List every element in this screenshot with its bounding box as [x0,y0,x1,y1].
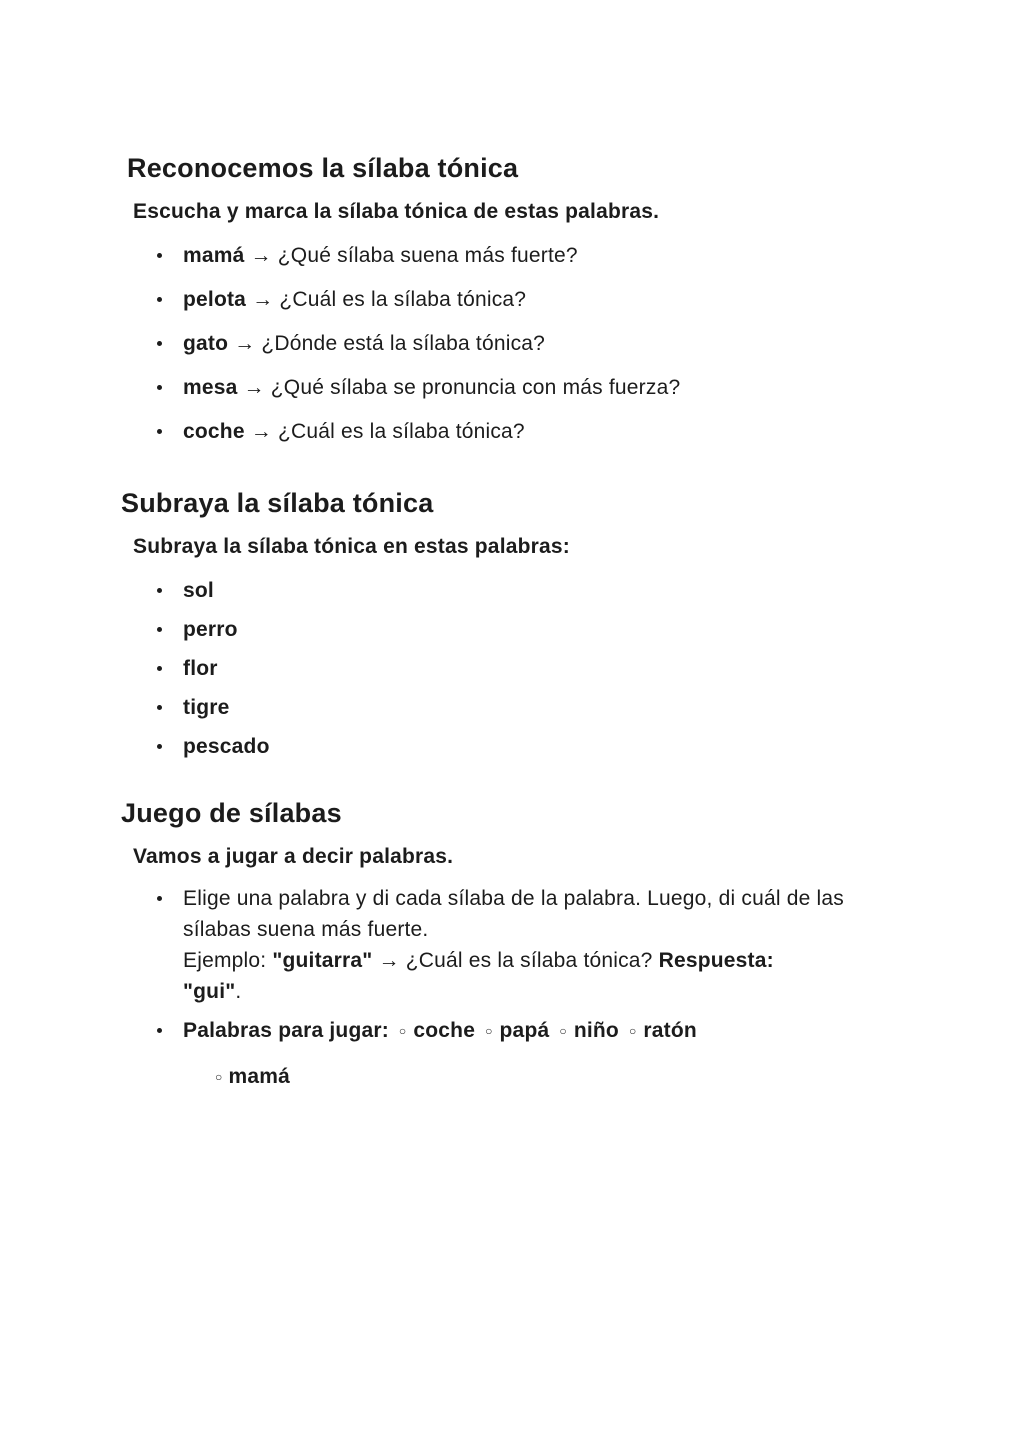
circle-bullet-icon: ○ [398,1024,407,1038]
section-heading: Subraya la sílaba tónica [121,488,434,518]
game-list [121,883,930,1092]
question-text: → ¿Cuál es la sílaba tónica? [246,288,527,311]
list-item [121,240,930,271]
section-reconocemos [121,152,930,447]
instruction-line: Elige una palabra y di cada sílaba de la palabra. Luego, di cuál de las [183,887,844,910]
question-text: → ¿Qué sílaba se pronuncia con más fuerza? [237,376,681,399]
game-word: niño [573,1019,619,1042]
example-word: "guitarra" [272,949,373,972]
section-juego [121,797,930,1092]
target-word: sol [183,579,214,602]
game-words-item [121,1015,930,1092]
target-word: flor [183,657,218,680]
game-instructions-item [121,883,930,1007]
list-item [121,731,930,762]
target-word: tigre [183,696,230,719]
game-word: papá [499,1019,550,1042]
circle-bullet-icon: ○ [215,1070,223,1084]
example-answer: "gui" [183,980,236,1003]
word-list [121,575,930,762]
question-text: → ¿Cuál es la sílaba tónica? [244,420,525,443]
target-word: coche [183,420,245,443]
list-item [121,692,930,723]
section-subraya [121,487,930,762]
target-word: mamá [183,244,245,267]
section-intro: Subraya la sílaba tónica en estas palabras: [133,535,570,558]
list-item [121,416,930,447]
target-word: pescado [183,735,270,758]
game-word: ratón [643,1019,697,1042]
section-heading: Juego de sílabas [121,798,342,828]
list-item [121,372,930,403]
target-word: mesa [183,376,238,399]
game-word-subline [215,1061,930,1092]
example-answer-label: Respuesta: [658,949,774,972]
list-item [121,284,930,315]
game-word: mamá [228,1065,290,1088]
section-heading: Reconocemos la sílaba tónica [127,153,519,183]
target-word: perro [183,618,238,641]
section-intro: Vamos a jugar a decir palabras. [133,845,454,868]
list-item [121,614,930,645]
example-prefix: Ejemplo: [183,949,273,972]
game-word: coche [413,1019,476,1042]
circle-bullet-icon: ○ [485,1024,493,1038]
example-period: . [235,980,242,1003]
example-question: → ¿Cuál es la sílaba tónica? [372,949,659,972]
question-text: → ¿Dónde está la sílaba tónica? [228,332,546,355]
target-word: gato [183,332,229,355]
words-label: Palabras para jugar: [183,1019,389,1042]
section-intro: Escucha y marca la sílaba tónica de estas palabras. [133,200,660,223]
instruction-line: sílabas suena más fuerte. [183,918,429,941]
list-item [121,328,930,359]
circle-bullet-icon: ○ [559,1024,567,1038]
list-item [121,653,930,684]
word-question-list [121,240,930,447]
list-item [121,575,930,606]
target-word: pelota [183,288,247,311]
question-text: → ¿Qué sílaba suena más fuerte? [244,244,578,267]
circle-bullet-icon: ○ [628,1024,637,1038]
